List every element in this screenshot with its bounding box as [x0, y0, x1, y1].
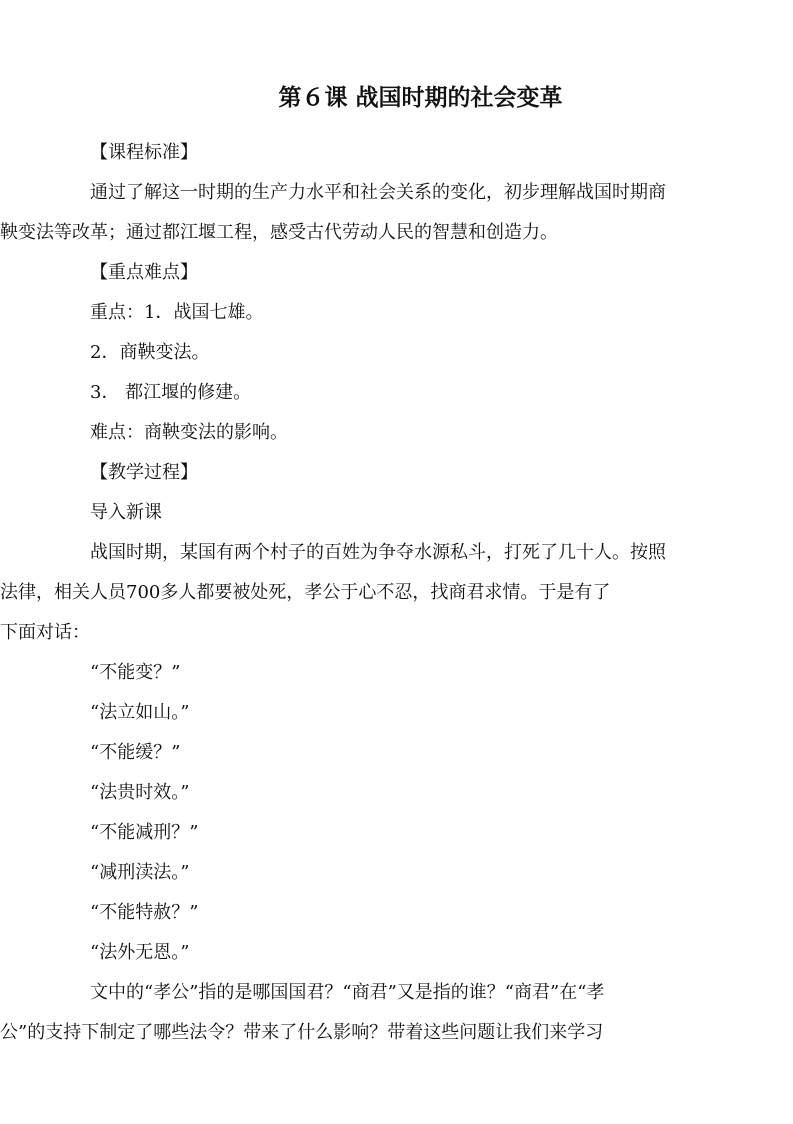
- key-point-1: 重点：1．战国七雄。: [90, 302, 264, 323]
- story-line-2: 法律，相关人员700多人都要被处死，孝公于心不忍，找商君求情。于是有了: [0, 582, 611, 603]
- dialogue-line: “法贵时效。”: [90, 782, 190, 803]
- story-line-1: 战国时期，某国有两个村子的百姓为争夺水源私斗，打死了几十人。按照: [90, 542, 666, 563]
- section-heading-process: 【教学过程】: [90, 462, 198, 483]
- section-heading-key-points: 【重点难点】: [90, 262, 198, 283]
- question-line-1: 文中的“孝公”指的是哪国国君？“商君”又是指的谁？“商君”在“孝: [90, 982, 605, 1003]
- dialogue-line: “不能减刑？”: [90, 822, 199, 843]
- question-line-2: 公”的支持下制定了哪些法令？带来了什么影响？带着这些问题让我们来学习: [0, 1022, 604, 1043]
- dialogue-line: “法立如山。”: [90, 702, 190, 723]
- standard-text-line1: 通过了解这一时期的生产力水平和社会关系的变化，初步理解战国时期商: [90, 182, 666, 203]
- dialogue-line: “不能缓？”: [90, 742, 181, 763]
- dialogue-line: “不能特赦？”: [90, 902, 199, 923]
- story-line-3: 下面对话：: [0, 622, 90, 643]
- dialogue-line: “法外无恩。”: [90, 942, 190, 963]
- dialogue-line: “不能变？”: [90, 662, 181, 683]
- document-body: [0, 133, 750, 1053]
- difficulty-point: 难点：商鞅变法的影响。: [90, 422, 288, 443]
- standard-text-line2: 鞅变法等改革；通过都江堰工程，感受古代劳动人民的智慧和创造力。: [0, 222, 558, 243]
- dialogue-line: “减刑渎法。”: [90, 862, 190, 883]
- key-point-3: 3． 都江堰的修建。: [90, 382, 252, 403]
- lesson-title: 第６课 战国时期的社会变革: [278, 85, 563, 111]
- section-heading-standard: 【课程标准】: [90, 142, 198, 163]
- key-point-2: 2．商鞅变法。: [90, 342, 210, 363]
- intro-heading: 导入新课: [90, 502, 162, 523]
